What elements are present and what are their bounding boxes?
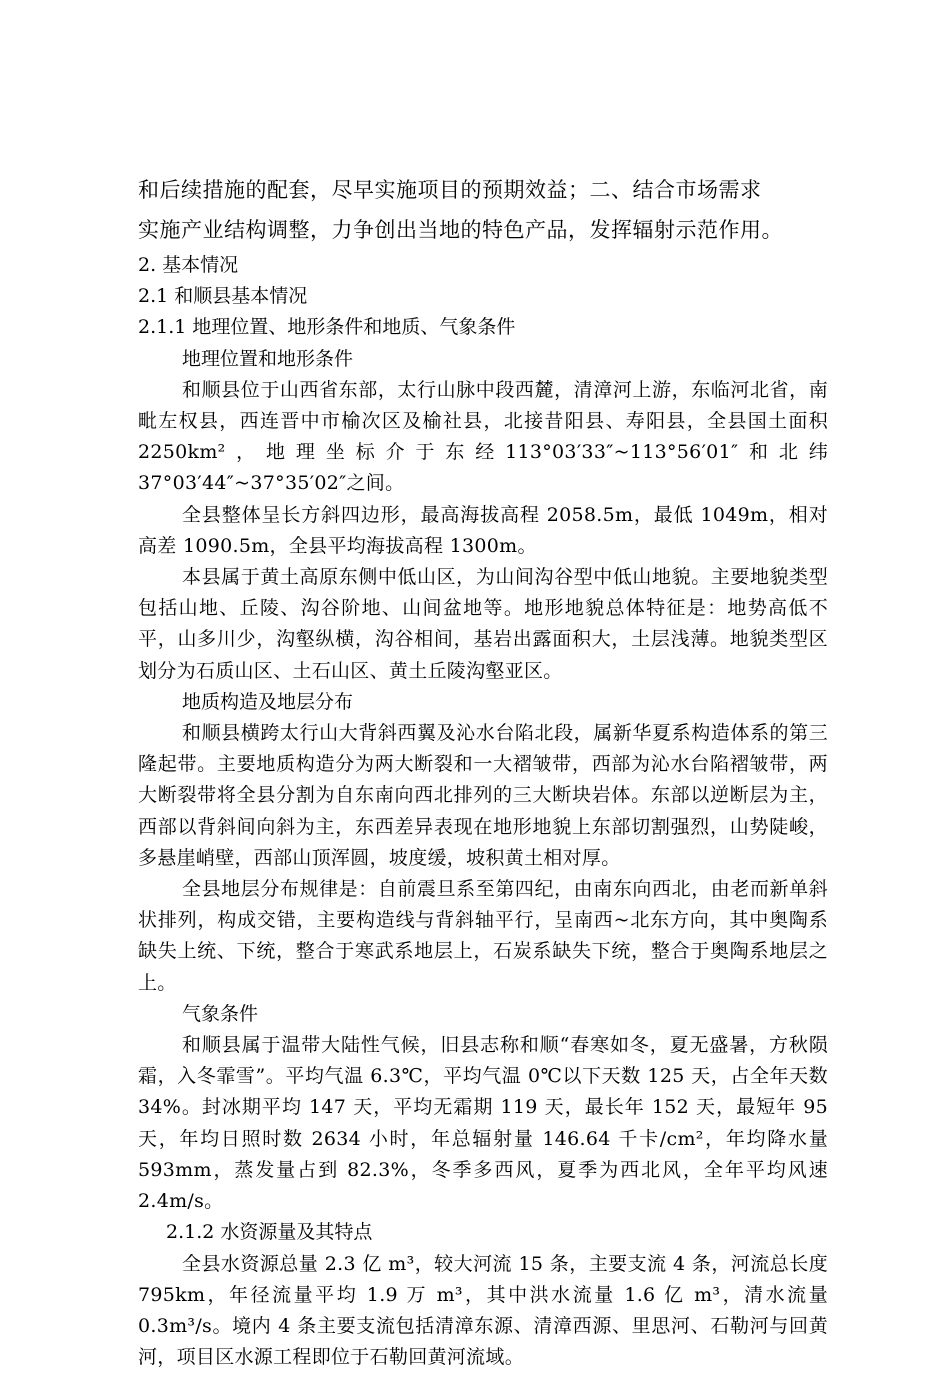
climate-title: 气象条件 <box>138 999 828 1030</box>
section-heading: 2. 基本情况 <box>138 250 828 281</box>
intro-line-2: 实施产业结构调整，力争创出当地的特色产品，发挥辐射示范作用。 <box>138 210 828 250</box>
geology-paragraph-1: 和顺县横跨太行山大背斜西翼及沁水台陷北段，属新华夏系构造体系的第三隆起带。主要地质构造分为两大断裂和一大褶皱带，西部为沁水台陷褶皱带，两大断裂带将全县分割为自东南向西北排列的三大断块岩体。东部以逆断层为主，西部以背斜间向斜为主，东西差异表现在地形地貌上东部切割强烈，山势陡峻，多悬崖峭壁，西部山顶浑圆，坡度缓，坡积黄土相对厚。 <box>138 718 828 874</box>
geo-paragraph-3: 本县属于黄土高原东侧中低山区，为山间沟谷型中低山地貌。主要地貌类型包括山地、丘陵、沟谷阶地、山间盆地等。地形地貌总体特征是：地势高低不平，山多川少，沟壑纵横，沟谷相间，基岩出露面积大，土层浅薄。地貌类型区划分为石质山区、土石山区、黄土丘陵沟壑亚区。 <box>138 562 828 687</box>
geo-paragraph-1: 和顺县位于山西省东部，太行山脉中段西麓，清漳河上游，东临河北省，南毗左权县，西连晋中市榆次区及榆社县，北接昔阳县、寿阳县，全县国土面积 2250km²，地理坐标介于东经113°03′33″~113°56′01″和北纬37°03′44″~37°35′02″之间。 <box>138 375 828 500</box>
climate-paragraph: 和顺县属于温带大陆性气候，旧县志称和顺“春寒如冬，夏无盛暑，方秋陨霜，入冬霏雪”。平均气温 6.3℃，平均气温 0℃以下天数 125 天，占全年天数 34%。封冰期平均 147 天，平均无霜期 119 天，最长年 152 天，最短年 95 天，年均日照时数 2634 小时，年总辐射量 146.64 千卡/cm²，年均降水量 593mm，蒸发量占到 82.3%，冬季多西风，夏季为西北风，全年平均风速 2.4m/s。 <box>138 1030 828 1217</box>
geo-paragraph-2: 全县整体呈长方斜四边形，最高海拔高程 2058.5m，最低 1049m，相对高差 1090.5m，全县平均海拔高程 1300m。 <box>138 500 828 562</box>
subsection-heading-2-1: 2.1 和顺县基本情况 <box>138 281 828 312</box>
geo-title: 地理位置和地形条件 <box>138 344 828 375</box>
geology-title: 地质构造及地层分布 <box>138 687 828 718</box>
subsection-heading-2-1-2: 2.1.2 水资源量及其特点 <box>138 1217 828 1248</box>
water-paragraph: 全县水资源总量 2.3 亿 m³，较大河流 15 条，主要支流 4 条，河流总长度 795km，年径流量平均 1.9 万 m³，其中洪水流量 1.6 亿 m³，清水流量 0.3m³/s。境内 4 条主要支流包括清漳东源、清漳西源、里思河、石勒河与回黄河，项目区水源工程即位于石勒回黄河流域。 <box>138 1249 828 1373</box>
geology-paragraph-2: 全县地层分布规律是：自前震旦系至第四纪，由南东向西北，由老而新单斜状排列，构成交错，主要构造线与背斜轴平行，呈南西~北东方向，其中奥陶系缺失上统、下统，整合于寒武系地层上，石炭系缺失下统，整合于奥陶系地层之上。 <box>138 874 828 999</box>
subsection-heading-2-1-1: 2.1.1 地理位置、地形条件和地质、气象条件 <box>138 312 828 343</box>
intro-line-1: 和后续措施的配套，尽早实施项目的预期效益；二、结合市场需求 <box>138 170 828 210</box>
document-page <box>138 170 828 1373</box>
